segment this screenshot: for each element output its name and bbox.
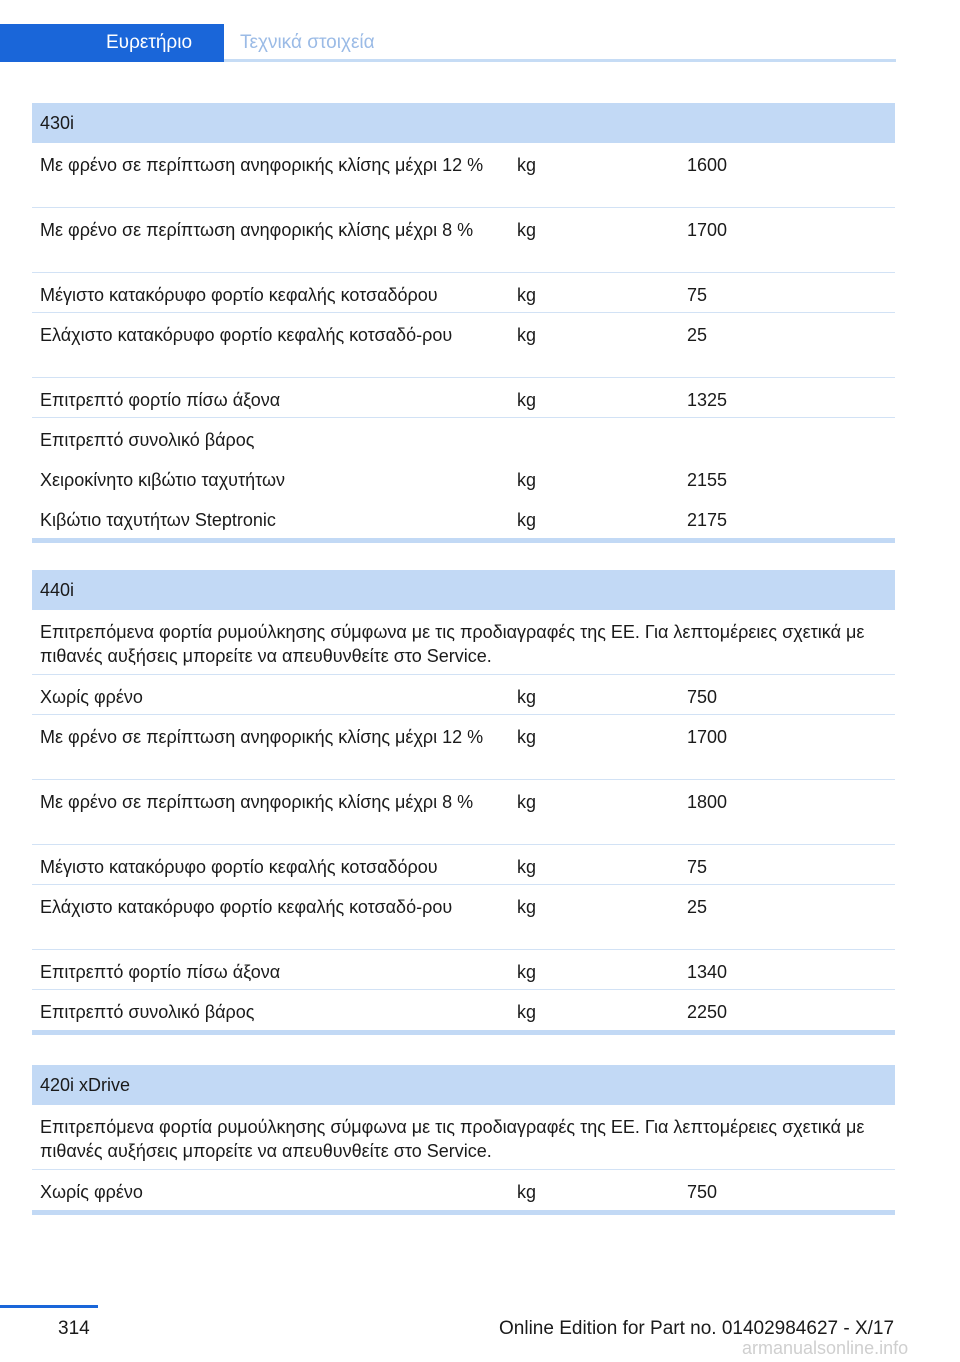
- table-430i: [32, 103, 895, 543]
- table-title: 430i: [32, 103, 895, 143]
- page-number: 314: [58, 1318, 90, 1339]
- table-row: [32, 313, 895, 378]
- table-row: [32, 273, 895, 313]
- row-unit: kg: [517, 325, 537, 345]
- table-row: [32, 885, 895, 950]
- row-label: Ελάχιστο κατακόρυφο φορτίο κεφαλής κοτσαδό-ρου: [40, 325, 453, 345]
- row-value: 25: [687, 897, 708, 917]
- row-value: 750: [687, 687, 718, 707]
- row-unit: kg: [517, 857, 537, 877]
- row-unit: kg: [517, 687, 537, 707]
- table-row: [32, 418, 895, 458]
- row-label: Με φρένο σε περίπτωση ανηφορικής κλίσης μέχρι 12 %: [40, 727, 484, 747]
- row-unit: kg: [517, 285, 537, 305]
- header-divider: [224, 59, 896, 62]
- row-value: 25: [687, 325, 708, 345]
- table-row: [32, 1170, 895, 1210]
- row-label: Χωρίς φρένο: [40, 687, 143, 707]
- footer-rule: [0, 1305, 98, 1308]
- row-unit: kg: [517, 510, 537, 530]
- row-value: 1700: [687, 220, 728, 240]
- row-label: Χωρίς φρένο: [40, 1182, 143, 1202]
- row-unit: kg: [517, 220, 537, 240]
- table-420i-xdrive: [32, 1065, 895, 1215]
- row-label: Μέγιστο κατακόρυφο φορτίο κεφαλής κοτσαδόρου: [40, 285, 438, 305]
- table-note: Επιτρεπόμενα φορτία ρυμούλκησης σύμφωνα με τις προδιαγραφές της ΕΕ. Για λεπτομέρειες σχετικά με πιθανές αυξήσεις μπορείτε να απευθυνθείτε στο Service.: [32, 610, 895, 675]
- row-value: 2155: [687, 470, 728, 490]
- table-title: 420i xDrive: [32, 1065, 895, 1105]
- table-note: Επιτρεπόμενα φορτία ρυμούλκησης σύμφωνα με τις προδιαγραφές της ΕΕ. Για λεπτομέρειες σχετικά με πιθανές αυξήσεις μπορείτε να απευθυνθείτε στο Service.: [32, 1105, 895, 1170]
- row-unit: kg: [517, 390, 537, 410]
- row-value: 75: [687, 285, 708, 305]
- tab-index[interactable]: Ευρετήριο: [0, 24, 224, 62]
- row-label: Ελάχιστο κατακόρυφο φορτίο κεφαλής κοτσαδό-ρου: [40, 897, 453, 917]
- row-label: Με φρένο σε περίπτωση ανηφορικής κλίσης μέχρι 8 %: [40, 220, 474, 240]
- row-unit: kg: [517, 792, 537, 812]
- row-label: Μέγιστο κατακόρυφο φορτίο κεφαλής κοτσαδόρου: [40, 857, 438, 877]
- row-unit: kg: [517, 897, 537, 917]
- table-row: [32, 780, 895, 845]
- table-row: [32, 458, 895, 498]
- row-value: 75: [687, 857, 708, 877]
- table-row: [32, 950, 895, 990]
- table-bottom-rule: [32, 538, 895, 543]
- row-value: 1800: [687, 792, 728, 812]
- row-value: [679, 428, 895, 458]
- table-bottom-rule: [32, 1210, 895, 1215]
- row-value: 2175: [687, 510, 728, 530]
- table-bottom-rule: [32, 1030, 895, 1035]
- table-440i: [32, 570, 895, 1035]
- row-unit: kg: [517, 1182, 537, 1202]
- table-row: [32, 378, 895, 418]
- table-row: [32, 143, 895, 208]
- row-unit: kg: [517, 155, 537, 175]
- row-label: Κιβώτιο ταχυτήτων Steptronic: [40, 510, 276, 530]
- table-row: [32, 675, 895, 715]
- edition-info: Online Edition for Part no. 01402984627 - X/17: [499, 1318, 895, 1339]
- row-value: 1700: [687, 727, 728, 747]
- row-label: Με φρένο σε περίπτωση ανηφορικής κλίσης μέχρι 8 %: [40, 792, 474, 812]
- row-unit: kg: [517, 727, 537, 747]
- row-value: 2250: [687, 1002, 728, 1022]
- row-value: 750: [687, 1182, 718, 1202]
- row-value: 1340: [687, 962, 728, 982]
- tab-technical-data[interactable]: Τεχνικά στοιχεία: [240, 32, 375, 53]
- row-label: Με φρένο σε περίπτωση ανηφορικής κλίσης μέχρι 12 %: [40, 155, 484, 175]
- row-unit: kg: [517, 962, 537, 982]
- row-unit: [509, 428, 679, 458]
- row-label: Επιτρεπτό συνολικό βάρος: [40, 430, 255, 450]
- table-row: [32, 498, 895, 538]
- table-row: [32, 208, 895, 273]
- row-value: 1325: [687, 390, 728, 410]
- row-label: Χειροκίνητο κιβώτιο ταχυτήτων: [40, 470, 286, 490]
- top-navigation: [0, 0, 960, 62]
- watermark: armanualsonline.info: [742, 1338, 909, 1358]
- table-row: [32, 715, 895, 780]
- table-row: [32, 845, 895, 885]
- row-label: Επιτρεπτό φορτίο πίσω άξονα: [40, 962, 281, 982]
- table-title: 440i: [32, 570, 895, 610]
- row-unit: kg: [517, 1002, 537, 1022]
- row-label: Επιτρεπτό συνολικό βάρος: [40, 1002, 255, 1022]
- row-value: 1600: [687, 155, 728, 175]
- row-label: Επιτρεπτό φορτίο πίσω άξονα: [40, 390, 281, 410]
- row-unit: kg: [517, 470, 537, 490]
- table-row: [32, 990, 895, 1030]
